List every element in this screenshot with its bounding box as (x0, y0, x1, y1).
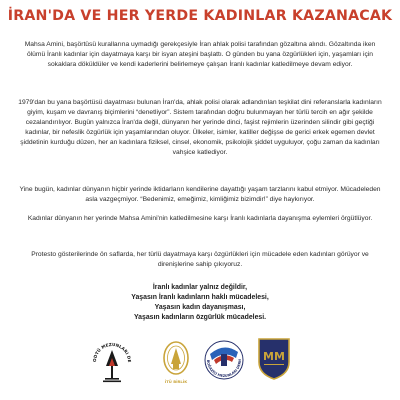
page-title: İRAN'DA VE HER YERDE KADINLAR KAZANACAK (7, 8, 393, 24)
paragraph-text: Kadınlar dünyanın her yerinde Mahsa Amini'nin katledilmesine karşı İranlı kadınlarla dayanışma eylemleri örgütlüyor. (27, 215, 373, 222)
bogazici-mezunlari-logo (204, 338, 244, 382)
logo-text: İTÜ BİRLİK (164, 379, 188, 384)
logo-text: MM (263, 350, 285, 363)
slogan-line: İranlı kadınlar yalnız değildir, (152, 284, 248, 291)
paragraph-1 (18, 40, 382, 70)
logo-text: BOĞAZİÇİ MEZUNLARI DERN (205, 359, 243, 378)
paragraph-3 (18, 185, 382, 205)
mm-logo (256, 336, 292, 380)
paragraph-text: Mahsa Amini, başörtüsü kurallarına uymadığı gerekçesiyle İran ahlak polisi tarafından gözaltına alındı. Gözaltında iken ölümü İranlı kadınlar için dayatmaya karşı bir isyan ateşini başlattı. O günden bu yana özgürlükleri için, yaşamları için sokaklara döküldüler ve kendi kaderlerini belirlemeye çalışan İranlı kadınlar katledilmeye devam ediyor. (24, 41, 376, 68)
odtu-mezunlari-dernegi-logo (92, 336, 132, 384)
paragraph-text: Protesto gösterilerinde ön saflarda, her türlü dayatmaya karşı özgürlükleri için mücadele eden kadınları görüyor ve direnişlerine sahip çıkıyoruz. (31, 251, 369, 268)
slogan-line: Yaşasın İranlı kadınların haklı mücadelesi, (131, 294, 269, 301)
signatory-logos (0, 336, 400, 392)
paragraph-text: Yine bugün, kadınlar dünyanın hiçbir yerinde iktidarların kendilerine dayattığı yaşam tarzlarını kabul etmiyor. Mücadeleden asla vazgeçmiyor. “Bedenimiz, emeğimiz, kimliğimiz bizimdir!” diye haykırıyor. (19, 186, 381, 203)
slogan-line: Yaşasın kadınların özgürlük mücadelesi. (133, 314, 267, 321)
closing-slogans (0, 283, 400, 323)
paragraph-5 (18, 250, 382, 270)
paragraph-text: 1979'dan bu yana başörtüsü dayatması bulunan İran'da, ahlak polisi olarak adlandırılan teşkilat dini referanslarla kadınların giyim, kuşam ve davranış biçimlerini “denetliyor”. Sistem tarafından doğru bulunmayan her türlü tercih en ağır şekilde cezalandırılıyor. Bugün yalnızca İran'da değil, dünyanın her yerinde dinci, faşist rejimlerin üzerinden silindir gibi geçtiği kadınlar, bir nefeslik özgürlük için yaşamlarından oluyor. Ülkeler, isimler, katiller değişse de gerici erkek egemen devlet şiddetinin kurduğu düzen, her an kadınlara fiziksel, cinsel, ekonomik, psikolojik şiddet uyguluyor, çoğu zaman da kadınları vahşice katlediyor. (18, 99, 382, 156)
paragraph-4 (18, 214, 382, 224)
logo-text: ODTÜ MEZUNLARI DE (92, 341, 132, 363)
itu-mezunlari-logo (160, 338, 192, 386)
paragraph-2 (18, 98, 382, 157)
slogan-line: Yaşasın kadın dayanışması, (154, 304, 246, 311)
